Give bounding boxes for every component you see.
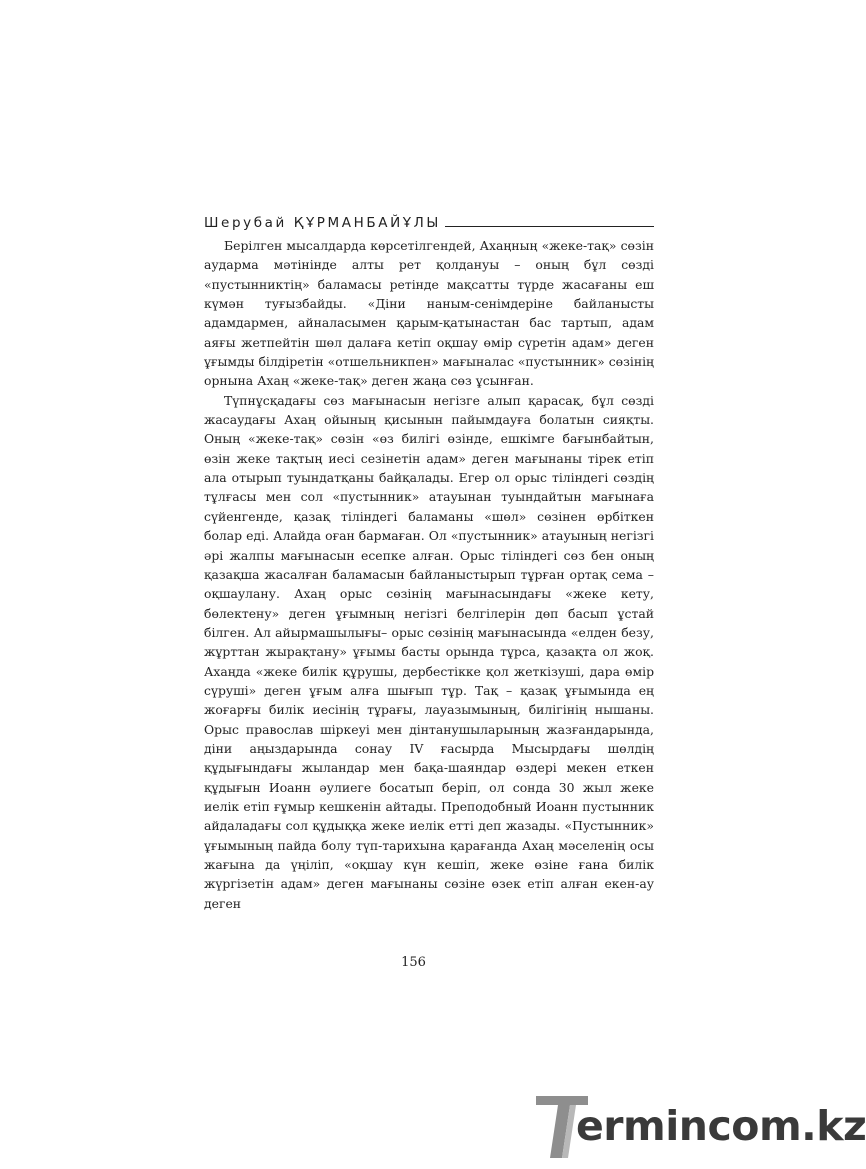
paragraph: Түпнұсқадағы сөз мағынасын негізге алып қарасақ, бұл сөзді жасаудағы Ахаң ойының қисынын пайымдауға болатын сияқты. Оның «жеке-тақ» сөзін «өз билігі өзінде, ешкімге бағынбайтын, өзін жеке тақтың иесі сезінетін адам» деген мағынаны тірек етіп ала отырып туындатқаны байқалады. Егер ол орыс тіліндегі сөздің тұлғасы мен сол «пустынник» атауынан туындайтын мағынаға сүйенгенде, қазақ тіліндегі баламаны «шөл» сөзінен өрбіткен болар еді. Алайда оған бармаған. Ол «пустынник» атауының негізгі әрі жалпы мағынасын есепке алған. Орыс тіліндегі сөз бен оның қазақша жасалған баламасын байланыстырып тұрған ортақ сема – оқшаулану. Ахаң орыс сөзінің мағынасындағы «жеке кету, бөлектену» деген ұғымның негізгі белгілерін дөп басып ұстай білген. Ал айырмашылығы– орыс сөзінің мағынасында «елден безу, жұрттан жырақтану» ұғымы басты орында тұрса, қазақта ол жоқ. Ахаңда «жеке билік құрушы, дербестікке қол жеткізуші, дара өмір сүруші» деген ұғым алға шығып тұр. Тақ – қазақ ұғымында ең жоғарғы билік иесінің тұрағы, лауазымының, билігінің нышаны. Орыс православ шіркеуі мен дінтанушыларының жазғандарында, діни аңыздарында сонау IV ғасырда Мысырдағы шөлдің құдығындағы жыландар мен бақа-шаяндар өздері мекен еткен құдығын Иоанн әулиеге босатып беріп, ол сонда 30 жыл жеке иелік етіп ғұмыр кешкенін айтады. Преподобный Иоанн пустынник айдаладағы сол құдыққа жеке иелік етті деп жазады. «Пустынник» ұғымының пайда болу түп-тарихына қарағанда Ахаң мәселенің осы жағына да үңіліп, «оқшау күн кешіп, жеке өзіне ғана билік жүргізетін адам» деген мағынаны сөзіне өзек етіп алған екен-ау деген (204, 392, 654, 911)
main-text (204, 236, 654, 913)
header-rule (445, 226, 654, 227)
page-number: 156 (401, 955, 426, 970)
termincom-watermark-logo (536, 1096, 866, 1158)
paragraph: Берілген мысалдарда көрсетілгендей, Ахаңның «жеке-тақ» сөзін аударма мәтінінде алты рет қолдануы – оның бұл сөзді «пустынниктің» баламасы ретінде мақсатты түрде жасағаны еш күмән туғызбайды. «Діни наным-сенімдеріне байланысты адамдармен, айналасымен қарым-қатынастан бас тартып, адам аяғы жетпейтін шөл далаға кетіп оқшау өмір сүретін адам» деген ұғымды білдіретін «отшельникпен» мағыналас «пустынник» сөзінің орнына Ахаң «жеке-тақ» деген жаңа сөз ұсынған. (204, 238, 654, 389)
running-header (204, 212, 654, 232)
header-author: Шерубай ҚҰРМАНБАЙҰЛЫ (204, 215, 441, 231)
watermark-text: ermincom.kz (576, 1102, 866, 1150)
